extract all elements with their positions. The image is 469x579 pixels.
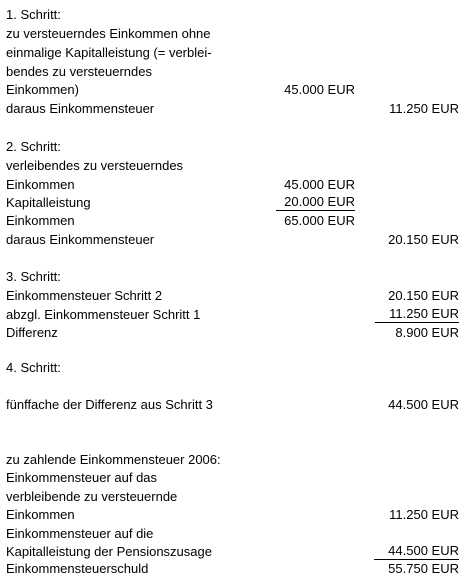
step1-line [0,81,469,99]
step2-line [0,212,469,230]
step1-text: bendes zu versteuerndes [6,64,152,79]
step1-text: zu versteuerndes Einkommen ohne [6,26,211,41]
step1-line [0,25,469,43]
step2-text: daraus Einkommensteuer [6,232,155,247]
step3-line [0,287,469,305]
step3-heading-line [0,268,469,286]
step2-text: Einkommen [6,177,75,192]
step2-text: verleibendes zu versteuerndes [6,158,184,173]
summary-text: Einkommensteuer auf die [6,526,154,541]
summary-pension-tax-value: 44.500 EUR [374,543,459,560]
step4-line [0,396,469,414]
step1-text: daraus Einkommensteuer [6,101,155,116]
summary-heading: zu zahlende Einkommensteuer 2006: [6,452,221,467]
step3-tax2-value: 20.150 EUR [388,288,459,303]
step3-line [0,306,469,324]
step2-line [0,157,469,175]
step2-line [0,231,469,249]
summary-line [0,525,469,543]
step2-heading-line [0,138,469,156]
step4-text: fünffache der Differenz aus Schritt 3 [6,397,213,412]
step2-line [0,194,469,212]
step1-line [0,63,469,81]
summary-line [0,543,469,561]
step3-heading: 3. Schritt: [6,269,61,284]
step3-text: Einkommensteuer Schritt 2 [6,288,163,303]
summary-line [0,488,469,506]
summary-total-label: Einkommensteuerschuld [6,561,149,576]
step4-heading-line [0,359,469,377]
step2-heading: 2. Schritt: [6,139,61,154]
step2-capital-value: 20.000 EUR [276,194,355,211]
step1-tax-value: 11.250 EUR [389,101,459,116]
summary-line [0,506,469,524]
summary-text: Einkommensteuer auf das [6,470,158,485]
step3-difference-value: 8.900 EUR [395,325,459,340]
step3-line [0,324,469,342]
step1-income-value: 45.000 EUR [284,82,355,97]
summary-text: Kapitalleistung der Pensionszusage [6,544,212,559]
step3-text: Differenz [6,325,58,340]
step2-line [0,176,469,194]
step4-result-value: 44.500 EUR [388,397,459,412]
step1-heading: 1. Schritt: [6,7,61,22]
step1-line [0,100,469,118]
step2-total-value: 65.000 EUR [284,213,355,228]
step1-text: einmalige Kapitalleistung (= verblei- [6,45,212,60]
summary-text: Einkommen [6,507,75,522]
step4-heading: 4. Schritt: [6,360,61,375]
summary-line [0,469,469,487]
step1-text: Einkommen) [6,82,79,97]
summary-income-tax-value: 11.250 EUR [389,507,459,522]
step1-line [0,44,469,62]
step2-text: Kapitalleistung [6,195,91,210]
step3-text: abzgl. Einkommensteuer Schritt 1 [6,307,201,322]
step2-tax-value: 20.150 EUR [388,232,459,247]
step3-tax1-value: 11.250 EUR [375,306,459,323]
summary-total-value: 55.750 EUR [388,561,459,576]
summary-text: verbleibende zu versteuernde [6,489,178,504]
step2-text: Einkommen [6,213,75,228]
summary-line [0,560,469,578]
step1-heading-line [0,6,469,24]
step2-income-value: 45.000 EUR [284,177,355,192]
summary-heading-line [0,451,469,469]
